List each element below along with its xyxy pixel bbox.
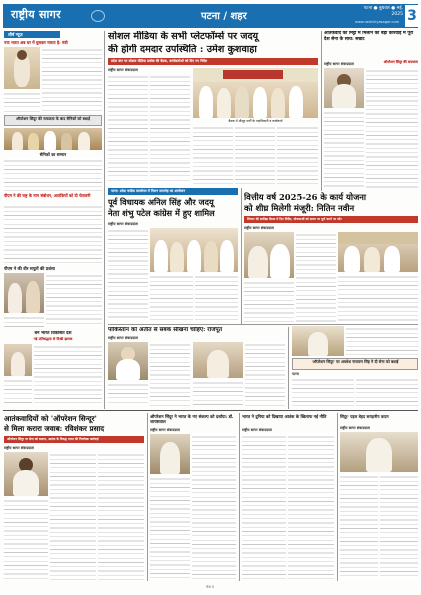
left-story3-body	[46, 273, 102, 327]
top-story-headline-2: की होगी दमदार उपस्थिति : उमेश कुशवाहा	[108, 44, 257, 55]
top-story-photo-caption: बैठक में मौजूद पार्टी के पदाधिकारी व कार्यकर्ता	[228, 119, 283, 123]
left-story1-body	[42, 47, 102, 113]
operation-col-2	[356, 377, 418, 407]
right-top-headline: आतंकवाद को मिट्टी में मिलाने की बड़ी कार्रवाई में पूरा देश सेना के साथ: सम्राट	[324, 31, 414, 42]
pakistan-top-rule	[108, 324, 418, 325]
right-top-byline: राष्ट्रीय सागर संवाददाता	[324, 62, 354, 66]
website: www.rashtriyasagar.com	[355, 20, 400, 24]
middle-photo	[150, 228, 238, 272]
left-story3-head: पीएम ने की वीर सपूतों की प्रशंसा	[4, 266, 55, 271]
newspaper-name: राष्ट्रीय सागर	[11, 8, 61, 21]
far-right-col-1	[340, 474, 378, 580]
middle-byline: राष्ट्रीय सागर संवाददाता	[108, 222, 138, 226]
middle-headline-2: नेता शंभु पटेल कांग्रेस में हुए शामिल	[108, 208, 215, 218]
top-story-col-2	[150, 74, 190, 184]
left-photo-1	[4, 47, 40, 89]
middle-divider	[241, 188, 242, 324]
finance-band: विभाग की समीक्षा बैठक में दिए निर्देश, योजनाओं को समय पर पूर्ण करने पर जोर	[244, 216, 418, 223]
right-top-body	[366, 68, 418, 188]
far-right-col-2	[380, 474, 418, 580]
finance-byline: राष्ट्रीय सागर संवाददाता	[244, 226, 274, 230]
left-story2-body	[4, 158, 102, 191]
left-story4-head: बने भारत विकसित देश	[34, 331, 72, 336]
finance-headline-2: को शीघ्र मिलेगी मंजूरी: नितिन नवीन	[244, 203, 355, 213]
left-story2-title: सैनिकों का सम्मान	[39, 152, 67, 157]
top-story-photo	[193, 68, 318, 118]
middle-headline-1: पूर्व विधायक अनिल सिंह और जदयू	[108, 197, 214, 207]
left-story3-body-2	[4, 315, 44, 327]
operation-col-1	[292, 377, 354, 407]
bottom-col-1	[50, 452, 96, 580]
right-top-sub: ऑपरेशन सिंदूर की सफलता	[383, 60, 418, 64]
finance-photo-2	[338, 232, 418, 272]
left-column-divider	[104, 31, 105, 409]
finance-col-2	[244, 280, 294, 324]
brief-label: शीर्ष न्यूज़	[4, 31, 60, 38]
pakistan-headline: पाकिस्तान को अतीत से सबक सीखना चाहिए: राजपूत	[108, 327, 223, 333]
section-title: पटना / शहर	[201, 11, 247, 22]
pakistan-photo-2	[193, 342, 243, 378]
left-column-head: पीएम ने की राष्ट्र के नाम संबोधन, आतंकियों को दी चेतावनी	[4, 193, 91, 198]
left-photo-2	[4, 128, 102, 150]
bottom-mid-col-2	[150, 476, 190, 580]
left-story2-head: ऑपरेशन सिंदूर की सफलता के बाद सैनिकों को बधाई	[4, 115, 102, 126]
top-story-headline-1: सोशल मीडिया के सभी प्लेटफॉर्म्स पर जदयू	[108, 31, 259, 42]
left-story4-sub: नई प्रतिबद्धता से दिखी झलक	[33, 337, 73, 341]
bottom-col-3	[4, 498, 48, 580]
left-story4-body	[34, 344, 102, 406]
bottom-photo	[4, 452, 48, 496]
date-line: पटना ● बुधवार ● मई, 2025	[363, 6, 403, 17]
top-right-divider	[321, 31, 322, 191]
finance-photo	[244, 232, 294, 278]
bottom-mid-headline: ऑपरेशन सिंदूर ने भारत के नए संकल्प को दर्शाया: डॉ. जायसवाल	[150, 414, 234, 425]
far-right-photo	[340, 432, 418, 472]
page-footer: पेज 3	[206, 585, 214, 589]
right-top-photo	[324, 68, 364, 108]
pakistan-col-4	[245, 342, 285, 406]
middle-col-3	[195, 274, 238, 320]
far-right-byline: राष्ट्रीय सागर संवाददाता	[340, 426, 370, 430]
left-story1-body-2	[4, 91, 40, 113]
right-top-body-2	[324, 110, 364, 188]
masthead	[3, 4, 418, 28]
pakistan-col-1	[150, 342, 190, 406]
operation-col-top	[346, 326, 418, 356]
left-photo-4	[4, 344, 32, 376]
operation-byline: पटना	[292, 372, 299, 376]
top-story-band: प्रदेश स्तर पर सोशल मीडिया प्रकोष्ठ की बैठक, कार्यकर्ताओं को दिए गए निर्देश	[108, 58, 318, 65]
finance-headline-1: वित्तीय वर्ष 2025-26 के कार्य योजना	[244, 192, 367, 202]
bottom-divider-1	[147, 413, 148, 581]
operation-box-divider	[288, 327, 289, 409]
left-photo-3	[4, 273, 44, 313]
bottom-divider-2	[239, 413, 240, 581]
middle-kicker: पटना: प्रदेश कांग्रेस कार्यालय में मिलन समारोह का आयोजन	[108, 188, 238, 195]
far-right-headline: सिंदूर' पहल बेहद सराहनीय कदम	[340, 414, 389, 419]
top-story-byline: राष्ट्रीय सागर संवाददाता	[108, 68, 138, 72]
bottom-band: ऑपरेशन सिंदूर पर सेना को सलाम, आतंक के विरुद्ध भारत की निर्णायक कार्रवाई	[4, 436, 144, 443]
top-story-col-3	[193, 125, 233, 184]
left-column-body	[4, 204, 102, 264]
top-story-col-4	[235, 125, 275, 184]
operation-photo	[292, 326, 344, 356]
left-story4-body-2	[4, 378, 32, 406]
finance-col-3	[338, 274, 418, 324]
pakistan-col-3	[193, 380, 243, 406]
bottom-right-col-2	[288, 434, 334, 580]
bottom-mid-photo	[150, 434, 190, 474]
bottom-mid-byline: राष्ट्रीय सागर संवाददाता	[150, 428, 180, 432]
bottom-col-2	[98, 452, 144, 580]
top-story-col-5	[277, 125, 318, 184]
middle-col-1	[108, 228, 148, 320]
left-story1-head: नया भारत अब घर में घुसकर मारता है: मंत्री	[4, 40, 68, 45]
bottom-right-byline: राष्ट्रीय सागर संवाददाता	[242, 428, 272, 432]
bottom-right-col-1	[242, 434, 286, 580]
bottom-headline-2: से मिला करारा जवाब: रविशंकर प्रसाद	[4, 424, 105, 433]
bottom-divider-3	[337, 413, 338, 581]
pakistan-col-2	[108, 382, 148, 406]
bottom-right-headline: भारत ने दुनिया को दिखाया आतंक के खिलाफ नई नीति	[242, 414, 327, 419]
pakistan-photo	[108, 342, 148, 380]
middle-col-2	[150, 274, 193, 320]
bottom-top-rule	[3, 410, 418, 411]
pakistan-byline: राष्ट्रीय सागर संवाददाता	[108, 336, 138, 340]
bottom-headline-1: आतंकवादियों को 'ऑपरेशन सिन्दूर'	[4, 414, 97, 423]
bottom-byline: राष्ट्रीय सागर संवाददाता	[4, 446, 34, 450]
masthead-logo	[91, 10, 105, 22]
finance-col-1	[296, 232, 336, 324]
page-number: 3	[405, 5, 419, 27]
top-story-col-1	[108, 74, 148, 184]
bottom-mid-col-1	[192, 434, 236, 580]
operation-headline: 'ऑपरेशन सिंदूर' पर अवधेश नारायण सिंह ने दी सेना को बधाई	[292, 358, 418, 370]
